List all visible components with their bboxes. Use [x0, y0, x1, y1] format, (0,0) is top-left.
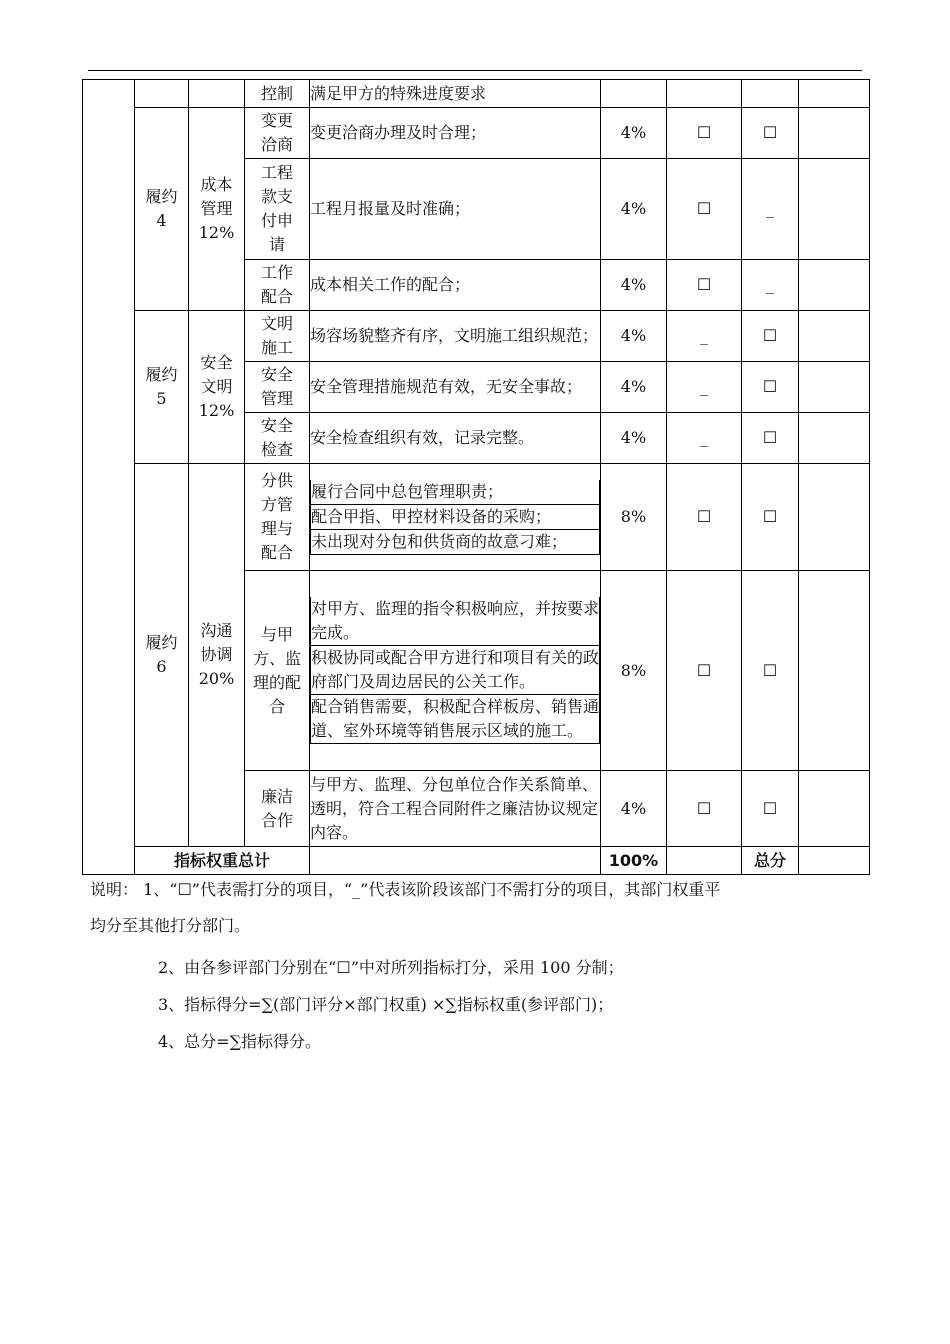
- score-checkbox[interactable]: ☐: [742, 571, 799, 771]
- header-rule: [88, 70, 862, 71]
- note-line: 2、由各参评部门分别在“☐”中对所列指标打分，采用 100 分制；: [158, 958, 624, 977]
- category-label: 成本管理12%: [189, 108, 245, 311]
- weight-cell: 8%: [601, 464, 667, 571]
- notes-section: [90, 878, 870, 1067]
- blank-cell: [799, 413, 870, 464]
- group-label: 履约 5: [135, 311, 189, 464]
- evaluation-table: [82, 79, 870, 875]
- item-desc: 变更洽商办理及时合理；: [310, 108, 601, 159]
- item-desc: 履行合同中总包管理职责；: [311, 480, 600, 505]
- category-label: 沟通协调20%: [189, 464, 245, 847]
- score-checkbox[interactable]: ☐: [742, 362, 799, 413]
- score-checkbox[interactable]: ☐: [742, 464, 799, 571]
- group-label: 履约 4: [135, 108, 189, 311]
- item-desc: 配合销售需要，积极配合样板房、销售通道、室外环境等销售展示区域的施工。: [311, 695, 600, 744]
- note-line: 说明： 1、“☐”代表需打分的项目，“_”代表该阶段该部门不需打分的项目，其部门权重平: [90, 880, 721, 899]
- item-desc: 满足甲方的特殊进度要求: [310, 80, 601, 108]
- item-name: 文明施工: [245, 311, 310, 362]
- score-checkbox[interactable]: ☐: [742, 413, 799, 464]
- blank-cell: [601, 80, 667, 108]
- weight-cell: 4%: [601, 108, 667, 159]
- category-label: 安全文明12%: [189, 311, 245, 464]
- weight-cell: 4%: [601, 362, 667, 413]
- item-desc: 工程月报量及时准确；: [310, 159, 601, 260]
- blank-cell: [799, 771, 870, 847]
- item-desc: 积极协同或配合甲方进行和项目有关的政府部门及周边居民的公关工作。: [311, 646, 600, 695]
- item-name: 安全管理: [245, 362, 310, 413]
- blank-cell: [667, 847, 742, 875]
- item-name: 变更洽商: [245, 108, 310, 159]
- group-label: 履约 6: [135, 464, 189, 847]
- score-checkbox[interactable]: ☐: [667, 108, 742, 159]
- weight-cell: 8%: [601, 571, 667, 771]
- item-name: 工程款支付申请: [245, 159, 310, 260]
- score-checkbox[interactable]: ☐: [742, 108, 799, 159]
- blank-cell: [310, 847, 601, 875]
- item-name: 控制: [245, 80, 310, 108]
- total-label: 指标权重总计: [135, 847, 310, 875]
- item-name: 廉洁合作: [245, 771, 310, 847]
- item-name: 分供方管理与配合: [245, 464, 310, 571]
- table-row: [83, 464, 870, 571]
- blank-cell: [135, 80, 189, 108]
- blank-cell: [799, 571, 870, 771]
- score-checkbox[interactable]: ☐: [667, 771, 742, 847]
- total-score-label: 总分: [742, 847, 799, 875]
- table-row: [83, 80, 870, 108]
- item-desc-group: [310, 464, 601, 571]
- item-desc: 未出现对分包和供货商的故意刁难；: [311, 529, 600, 554]
- item-desc: 对甲方、监理的指令积极响应，并按要求完成。: [311, 597, 600, 646]
- blank-cell: [799, 464, 870, 571]
- score-checkbox[interactable]: ☐: [742, 771, 799, 847]
- not-applicable-mark: _: [742, 260, 799, 311]
- item-desc-group: [310, 571, 601, 771]
- total-row: [83, 847, 870, 875]
- item-desc: 成本相关工作的配合；: [310, 260, 601, 311]
- blank-cell: [799, 362, 870, 413]
- blank-cell: [742, 80, 799, 108]
- blank-cell: [799, 311, 870, 362]
- score-checkbox[interactable]: ☐: [667, 260, 742, 311]
- item-name: 与甲方、监理的配合: [245, 571, 310, 771]
- not-applicable-mark: _: [742, 159, 799, 260]
- not-applicable-mark: _: [667, 413, 742, 464]
- total-score-input[interactable]: [799, 847, 870, 875]
- blank-cell: [799, 108, 870, 159]
- note-line: 4、总分=∑指标得分。: [158, 1032, 322, 1051]
- weight-cell: 4%: [601, 413, 667, 464]
- weight-cell: 4%: [601, 311, 667, 362]
- blank-cell: [799, 80, 870, 108]
- item-desc: 安全检查组织有效，记录完整。: [310, 413, 601, 464]
- blank-col: [83, 80, 135, 875]
- score-checkbox[interactable]: ☐: [667, 571, 742, 771]
- weight-cell: 4%: [601, 771, 667, 847]
- note-line: 3、指标得分=∑(部门评分×部门权重) ×∑指标权重(参评部门)；: [158, 995, 614, 1014]
- blank-cell: [799, 159, 870, 260]
- weight-cell: 4%: [601, 260, 667, 311]
- not-applicable-mark: _: [667, 362, 742, 413]
- item-desc: 安全管理措施规范有效，无安全事故；: [310, 362, 601, 413]
- item-name: 安全检查: [245, 413, 310, 464]
- table-row: [83, 311, 870, 362]
- total-weight: 100%: [601, 847, 667, 875]
- blank-cell: [799, 260, 870, 311]
- item-name: 工作配合: [245, 260, 310, 311]
- blank-cell: [189, 80, 245, 108]
- note-line: 均分至其他打分部门。: [90, 916, 251, 935]
- score-checkbox[interactable]: ☐: [742, 311, 799, 362]
- score-checkbox[interactable]: ☐: [667, 159, 742, 260]
- table-row: [83, 108, 870, 159]
- item-desc: 配合甲指、甲控材料设备的采购；: [311, 504, 600, 529]
- item-desc: 场容场貌整齐有序，文明施工组织规范；: [310, 311, 601, 362]
- score-checkbox[interactable]: ☐: [667, 464, 742, 571]
- not-applicable-mark: _: [667, 311, 742, 362]
- item-desc: 与甲方、监理、分包单位合作关系简单、透明，符合工程合同附件之廉洁协议规定内容。: [310, 771, 601, 847]
- blank-cell: [667, 80, 742, 108]
- weight-cell: 4%: [601, 159, 667, 260]
